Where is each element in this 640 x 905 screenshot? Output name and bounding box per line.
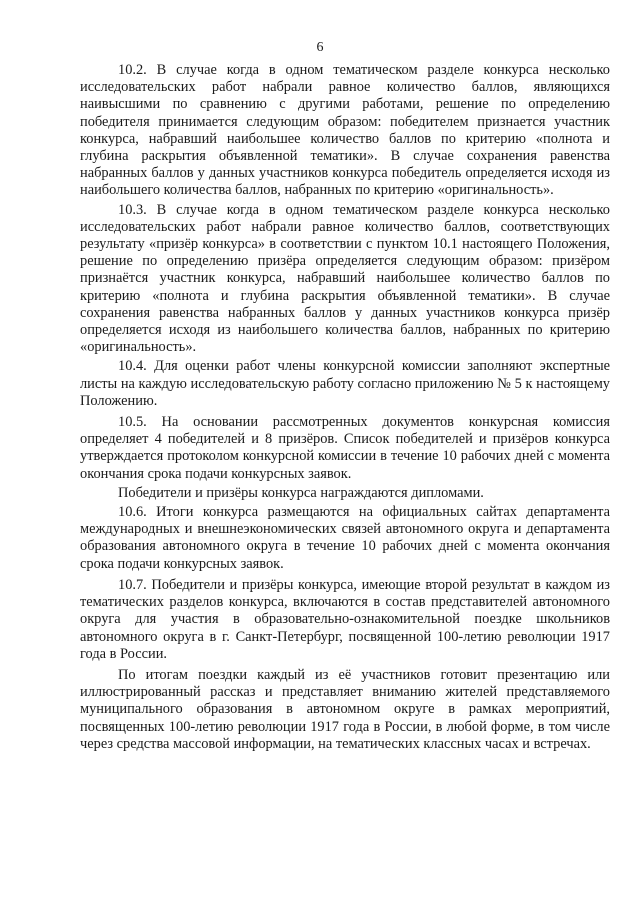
paragraph-trip-results: По итогам поездки каждый из её участников готовит презентацию или иллюстрированный рассказ и представляет вниманию жителей представляемого муниципального образования в автономном округе в рамках мероприятий, посвященных 100-летию революции 1917 года в России, в любой форме, в том числе через средства массовой информации, на тематических классных часах и встречах. — [80, 666, 610, 752]
paragraph-10-7: 10.7. Победители и призёры конкурса, имеющие второй результат в каждом из тематических разделов конкурса, включаются в состав представителей автономного округа для участия в образовательно-ознакомительной поездке школьников автономного округа в г. Санкт-Петербург, посвященной 100-летию революции 1917 года в России. — [80, 576, 610, 662]
page-number: 6 — [316, 40, 324, 55]
paragraph-10-5: 10.5. На основании рассмотренных документов конкурсная комиссия определяет 4 победителей и 8 призёров. Список победителей и призёров конкурса утверждается протоколом конкурсной комиссии в течение 10 рабочих дней с момента окончания срока подачи конкурсных заявок. — [80, 414, 610, 482]
paragraph-diplomas: Победители и призёры конкурса награждаются дипломами. — [118, 484, 484, 501]
paragraph-10-4: 10.4. Для оценки работ члены конкурсной комиссии заполняют экспертные листы на каждую исследовательскую работу согласно приложению № 5 к настоящему Положению. — [80, 358, 610, 409]
paragraph-10-6: 10.6. Итоги конкурса размещаются на официальных сайтах департамента международных и внешнеэкономических связей автономного округа и департамента образования автономного округа в течение 10 рабочих дней с момента окончания срока подачи конкурсных заявок. — [80, 504, 610, 572]
document-body — [80, 62, 610, 753]
paragraph-10-3: 10.3. В случае когда в одном тематическом разделе конкурса несколько исследовательских работ набрали равное количество баллов, соответствующих результату «призёр конкурса» в соответствии с пунктом 10.1 настоящего Положения, решение по определению призёра определяется следующим образом: призёром признаётся участник конкурса, набравший наибольшее количество баллов по критерию «полнота и глубина раскрытия объявленной тематики». В случае сохранения равенства набранных баллов у данных участников конкурса призёр определяется исходя из наибольшего количества баллов, набранных по критерию «оригинальность». — [80, 201, 610, 356]
paragraph-10-2: 10.2. В случае когда в одном тематическом разделе конкурса несколько исследовательских работ набрали равное количество баллов, являющихся наивысшими по сравнению с другими работами, решение по определению победителя принимается следующим образом: победителем признается участник конкурса, набравший наибольшее количество баллов по критерию «полнота и глубина раскрытия объявленной тематики». В случае сохранения равенства набранных баллов у данных участников конкурса победитель определяется исходя из наибольшего количества баллов, набранных по критерию «оригинальность». — [80, 62, 610, 199]
